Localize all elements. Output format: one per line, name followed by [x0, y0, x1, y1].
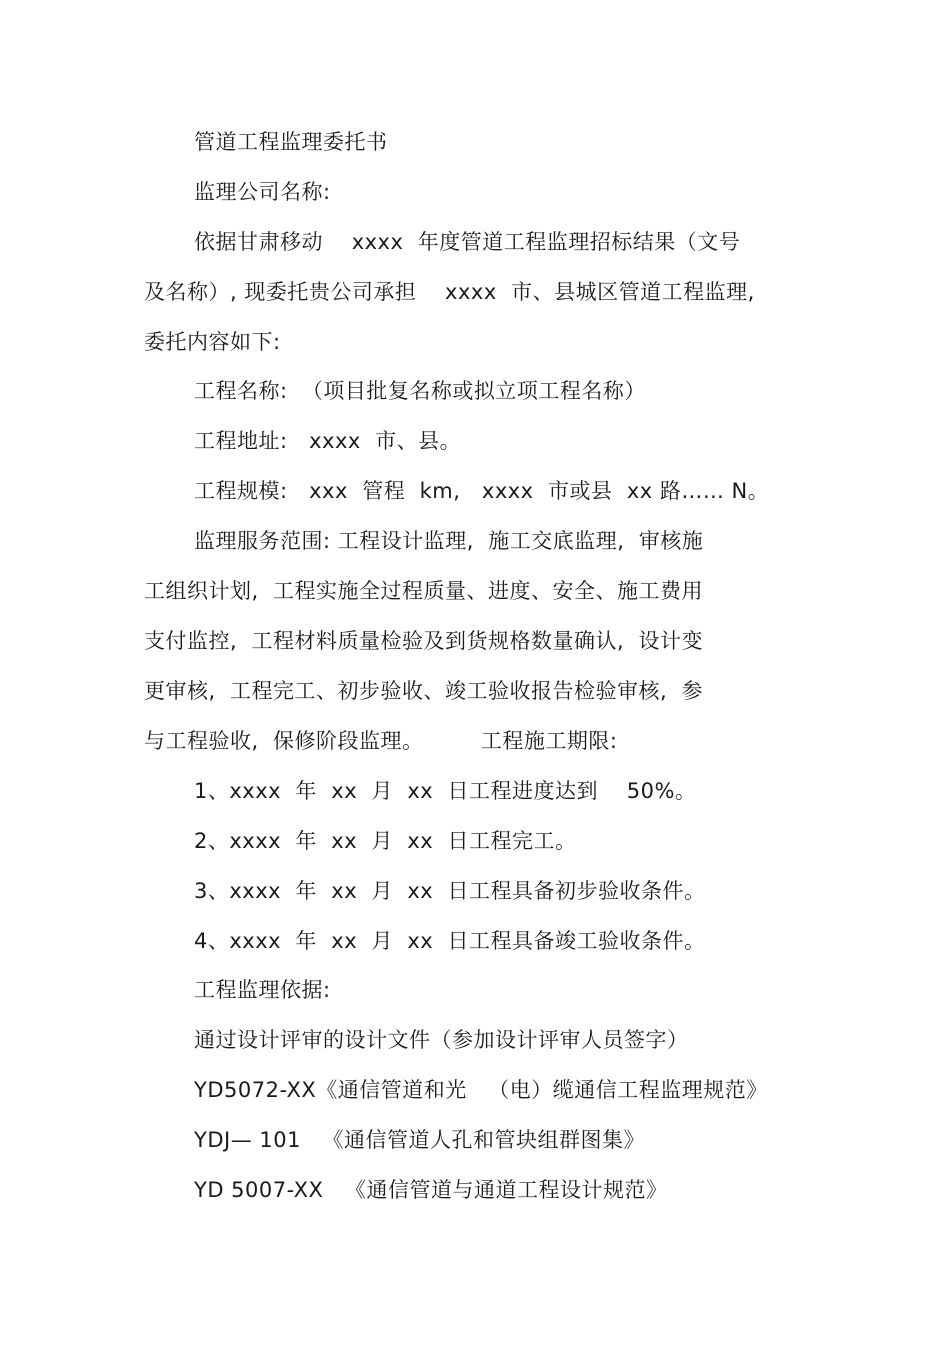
intro-line-3: 委托内容如下: — [144, 330, 281, 354]
scope-line-4: 更审核, 工程完工、初步验收、竣工验收报告检验审核, 参 — [144, 679, 704, 703]
basis-item-2: YD5072-XX《通信管道和光 （电）缆通信工程监理规范》 — [194, 1078, 768, 1102]
schedule-item-2: 2、xxxx 年 xx 月 xx 日工程完工。 — [194, 829, 577, 853]
intro-line-1: 依据甘肃移动 xxxx 年度管道工程监理招标结果（文号 — [194, 230, 741, 254]
project-address: 工程地址: xxxx 市、县。 — [194, 429, 462, 453]
schedule-item-4: 4、xxxx 年 xx 月 xx 日工程具备竣工验收条件。 — [194, 929, 706, 953]
project-scale: 工程规模: xxx 管程 km, xxxx 市或县 xx 路…… N。 — [194, 479, 770, 503]
intro-line-2: 及名称）, 现委托贵公司承担 xxxx 市、县城区管道工程监理, — [144, 280, 755, 304]
company-label: 监理公司名称: — [194, 180, 331, 204]
project-name: 工程名称: （项目批复名称或拟立项工程名称） — [194, 379, 646, 403]
basis-item-3: YDJ— 101 《通信管道人孔和管块组群图集》 — [194, 1128, 645, 1152]
scope-line-3: 支付监控, 工程材料质量检验及到货规格数量确认, 设计变 — [144, 629, 704, 653]
basis-item-4: YD 5007-XX 《通信管道与通道工程设计规范》 — [194, 1178, 668, 1202]
schedule-item-3: 3、xxxx 年 xx 月 xx 日工程具备初步验收条件。 — [194, 879, 706, 903]
scope-line-2: 工组织计划, 工程实施全过程质量、进度、安全、施工费用 — [144, 579, 704, 603]
document-title: 管道工程监理委托书 — [194, 130, 388, 154]
scope-line-1: 监理服务范围: 工程设计监理, 施工交底监理, 审核施 — [194, 529, 704, 553]
schedule-item-1: 1、xxxx 年 xx 月 xx 日工程进度达到 50%。 — [194, 779, 697, 803]
basis-item-1: 通过设计评审的设计文件（参加设计评审人员签字） — [194, 1028, 689, 1052]
scope-line-5: 与工程验收, 保修阶段监理。 工程施工期限: — [144, 729, 618, 753]
basis-label: 工程监理依据: — [194, 978, 331, 1002]
